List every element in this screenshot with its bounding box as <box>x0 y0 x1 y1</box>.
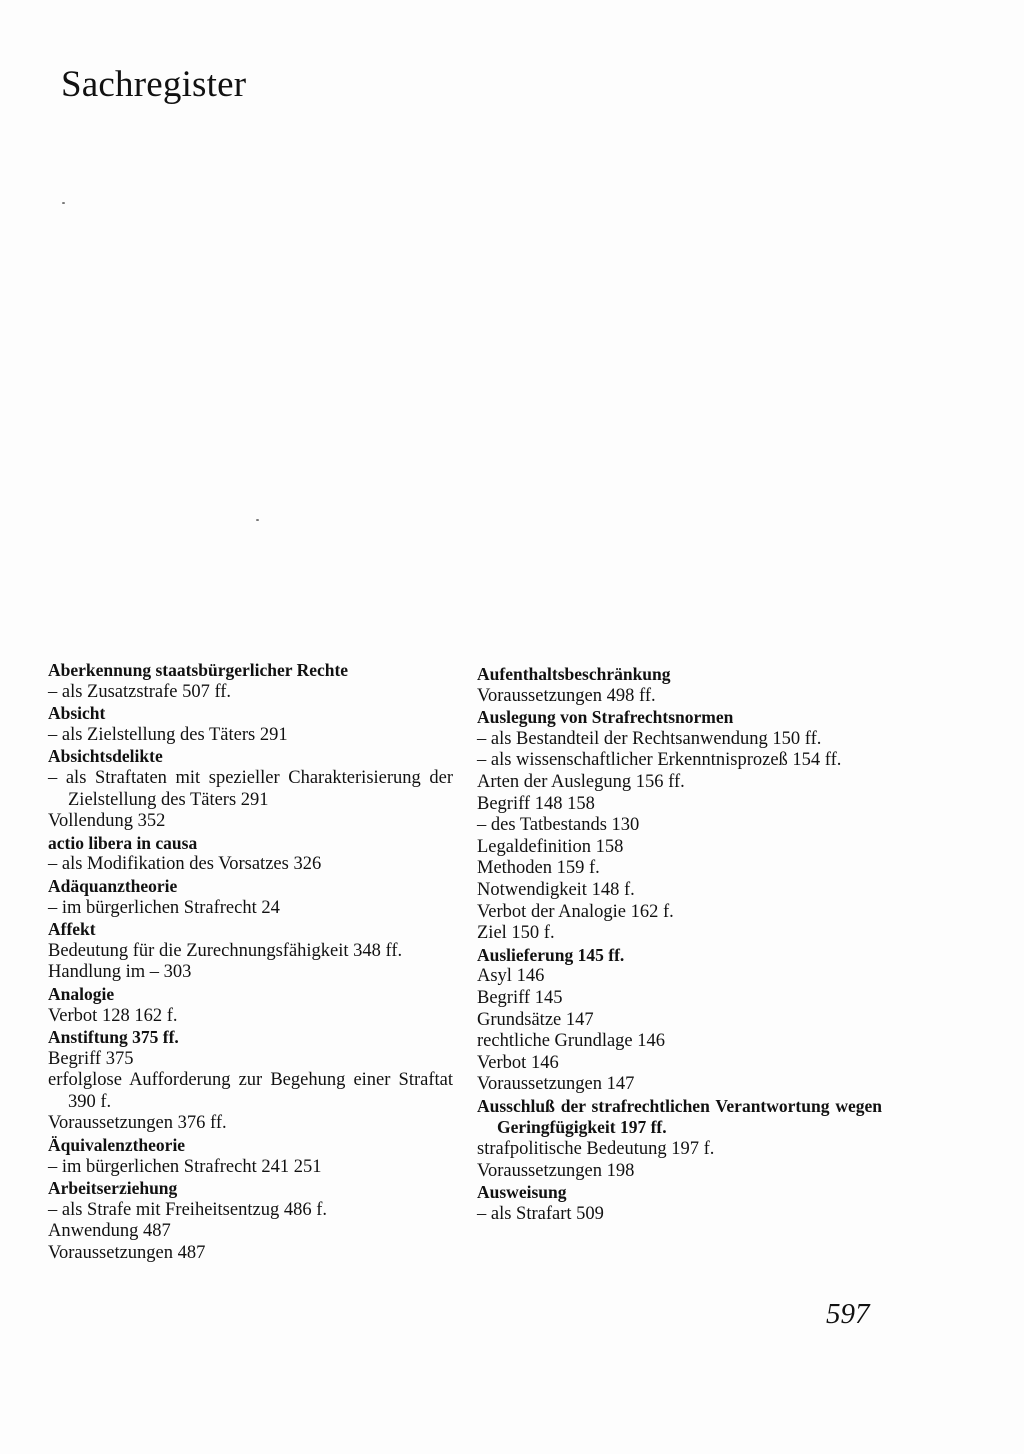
index-subentry: Begriff 145 <box>477 987 563 1008</box>
index-heading: Ausweisung <box>477 1182 567 1203</box>
index-heading: Anstiftung 375 ff. <box>48 1027 179 1048</box>
index-heading: Analogie <box>48 983 115 1004</box>
index-heading: Absichtsdelikte <box>48 746 163 767</box>
index-subentry: Legaldefinition 158 <box>477 836 624 857</box>
index-heading: Absicht <box>48 703 106 724</box>
index-subentry: Anwendung 487 <box>48 1221 171 1242</box>
index-subentry: – als Strafart 509 <box>477 1203 604 1224</box>
index-heading: actio libera in causa <box>48 832 198 853</box>
index-heading: Aberkennung staatsbürgerlicher Rechte <box>48 660 349 680</box>
index-subentry: Verbot der Analogie 162 f. <box>477 901 674 922</box>
index-subentry: Bedeutung für die Zurechnungsfähigkeit 348 ff. <box>48 940 403 961</box>
index-subentry: Vollendung 352 <box>48 811 166 832</box>
index-heading: Äquivalenztheorie <box>48 1135 186 1156</box>
index-subentry: Voraussetzungen 198 <box>477 1160 635 1181</box>
index-subentry: – des Tatbestands 130 <box>477 815 640 836</box>
index-column-left <box>48 660 453 1265</box>
index-subentry: – als Zusatzstrafe 507 ff. <box>48 681 232 702</box>
index-heading: Aufenthaltsbeschränkung <box>477 664 671 684</box>
index-heading: Affekt <box>48 919 96 940</box>
index-subentry: – als Modifikation des Vorsatzes 326 <box>48 854 322 875</box>
index-heading: Auslieferung 145 ff. <box>477 944 625 965</box>
index-heading: Ausschluß der strafrechtlichen Verantwortung wegen Geringfügigkeit 197 ff. <box>477 1095 882 1138</box>
index-subentry: Ziel 150 f. <box>477 923 555 944</box>
index-heading: Adäquanztheorie <box>48 875 178 896</box>
index-subentry: – im bürgerlichen Strafrecht 24 <box>48 897 280 918</box>
index-subentry: Handlung im – 303 <box>48 962 192 983</box>
index-subentry: – als Bestandteil der Rechtsanwendung 150 ff. <box>477 728 822 749</box>
index-subentry: erfolglose Aufforderung zur Begehung einer Straftat 390 f. <box>48 1070 453 1112</box>
index-subentry: – als wissenschaftlicher Erkenntnisprozeß 154 ff. <box>477 750 842 771</box>
index-heading: Arbeitserziehung <box>48 1178 178 1199</box>
index-subentry: Verbot 146 <box>477 1052 559 1073</box>
index-subentry: Verbot 128 162 f. <box>48 1005 178 1026</box>
page-number: 597 <box>826 1298 870 1330</box>
scan-speck <box>256 519 259 521</box>
index-subentry: Notwendigkeit 148 f. <box>477 879 635 900</box>
index-subentry: Begriff 148 158 <box>477 793 595 814</box>
index-subentry: Asyl 146 <box>477 966 545 987</box>
index-column-right <box>477 664 882 1225</box>
index-subentry: Voraussetzungen 376 ff. <box>48 1113 227 1134</box>
index-subentry: strafpolitische Bedeutung 197 f. <box>477 1139 715 1160</box>
page-title: Sachregister <box>61 64 247 105</box>
index-subentry: rechtliche Grundlage 146 <box>477 1031 666 1052</box>
index-subentry: – als Straftaten mit spezieller Charakterisierung der Zielstellung des Täters 291 <box>48 767 453 810</box>
index-subentry: – als Zielstellung des Täters 291 <box>48 724 288 745</box>
index-subentry: Voraussetzungen 498 ff. <box>477 685 656 706</box>
index-subentry: Methoden 159 f. <box>477 858 600 879</box>
index-heading: Auslegung von Strafrechtsnormen <box>477 707 734 728</box>
index-subentry: Voraussetzungen 147 <box>477 1074 635 1095</box>
index-subentry: – im bürgerlichen Strafrecht 241 251 <box>48 1156 322 1177</box>
index-subentry: Arten der Auslegung 156 ff. <box>477 771 685 792</box>
index-subentry: Voraussetzungen 487 <box>48 1243 206 1264</box>
scan-speck <box>62 202 65 204</box>
index-subentry: – als Strafe mit Freiheitsentzug 486 f. <box>48 1199 327 1220</box>
index-subentry: Grundsätze 147 <box>477 1009 594 1030</box>
index-subentry: Begriff 375 <box>48 1048 134 1069</box>
